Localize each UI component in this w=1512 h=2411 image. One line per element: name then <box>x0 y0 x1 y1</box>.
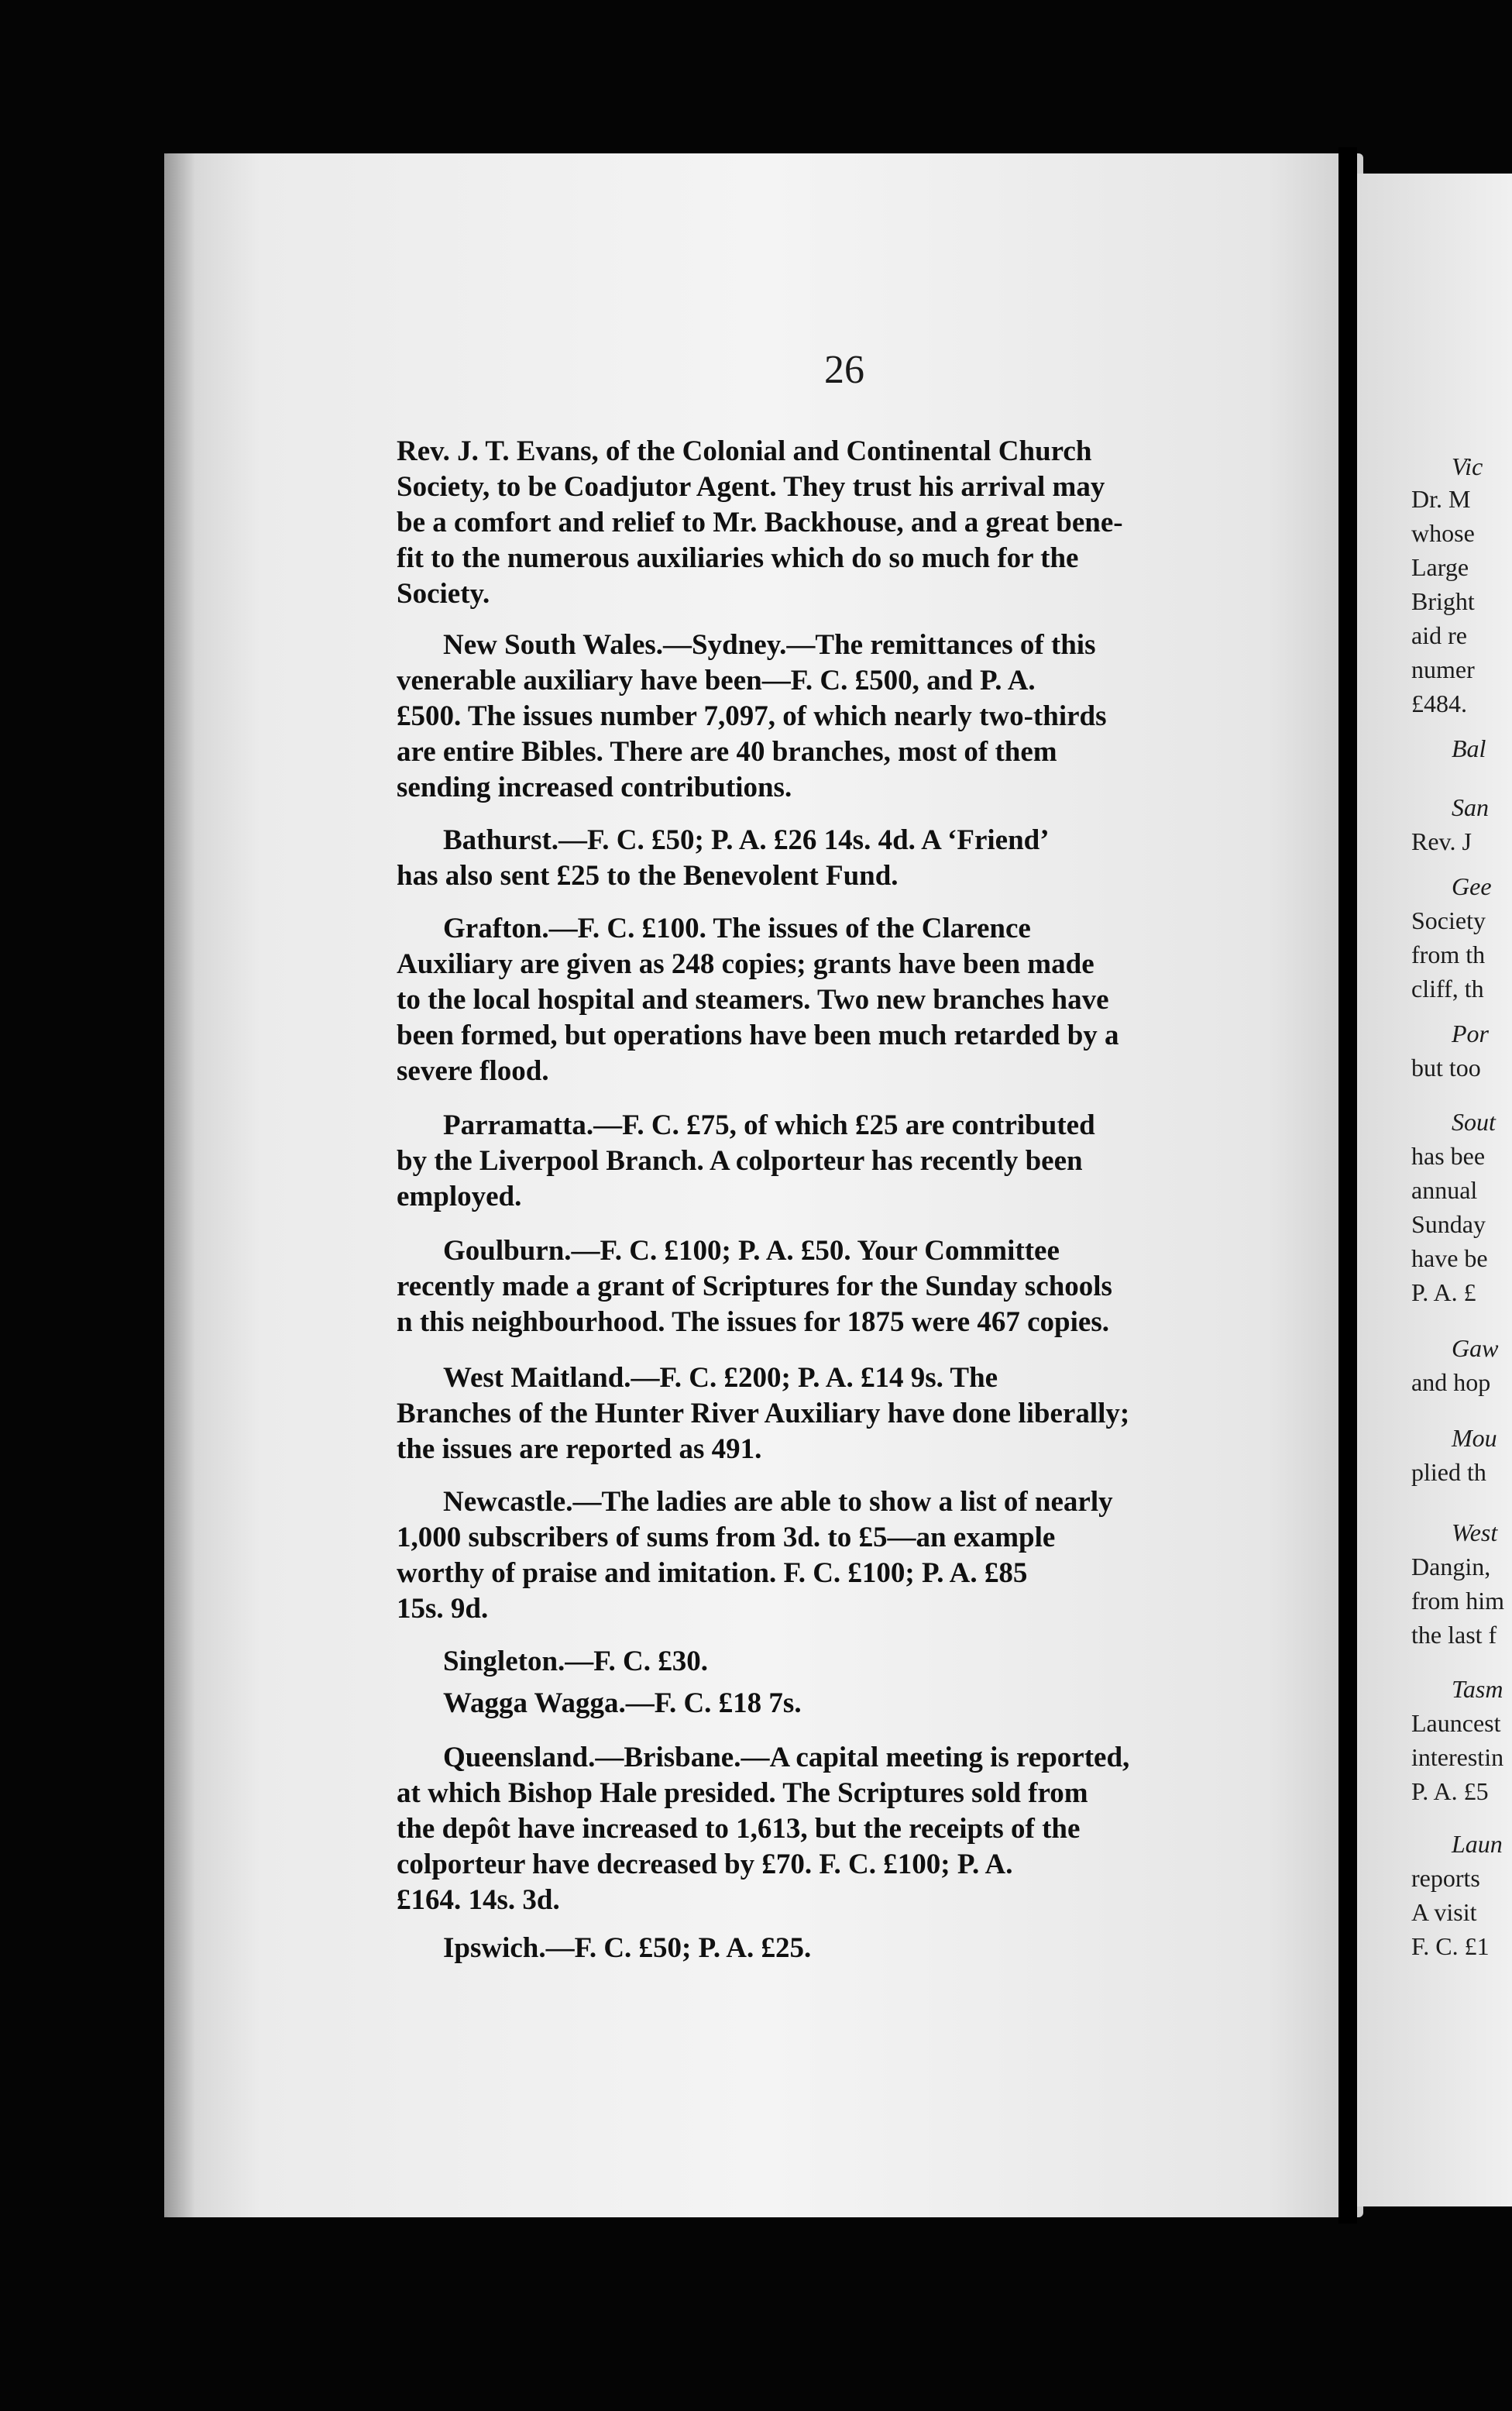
text-line: at which Bishop Hale presided. The Scriptures sold from <box>397 1777 1088 1809</box>
text-line: Bathurst.—F. C. £50; P. A. £26 14s. 4d. A ‘Friend’ <box>443 824 1050 856</box>
adjacent-line: West <box>1452 1518 1498 1546</box>
text-line: be a comfort and relief to Mr. Backhouse, and a great bene- <box>397 507 1123 538</box>
adjacent-line: P. A. £ <box>1411 1278 1476 1306</box>
adjacent-line: Sout <box>1452 1108 1496 1136</box>
adjacent-line: cliff, th <box>1411 975 1484 1003</box>
adjacent-line: Rev. J <box>1411 827 1472 855</box>
adjacent-line: aid re <box>1411 621 1467 649</box>
text-line: venerable auxiliary have been—F. C. £500, and P. A. <box>397 665 1036 696</box>
text-line: Parramatta.—F. C. £75, of which £25 are contributed <box>443 1109 1095 1141</box>
text-line: has also sent £25 to the Benevolent Fund. <box>397 860 899 892</box>
text-line: Ipswich.—F. C. £50; P. A. £25. <box>443 1932 812 1964</box>
text-line: West Maitland.—F. C. £200; P. A. £14 9s. The <box>443 1362 998 1394</box>
text-line: employed. <box>397 1181 522 1212</box>
adjacent-line: A visit <box>1411 1898 1477 1926</box>
adjacent-line: Large <box>1411 553 1469 581</box>
adjacent-line: have be <box>1411 1244 1488 1272</box>
adjacent-line: interestin <box>1411 1743 1504 1771</box>
text-line: Singleton.—F. C. £30. <box>443 1646 708 1677</box>
adjacent-line: and hop <box>1411 1368 1491 1396</box>
adjacent-page-fragment <box>1357 174 1512 2206</box>
adjacent-line: P. A. £5 <box>1411 1777 1489 1805</box>
text-line: 15s. 9d. <box>397 1593 489 1625</box>
text-line: Society. <box>397 578 490 610</box>
text-line: Society, to be Coadjutor Agent. They trust his arrival may <box>397 471 1105 503</box>
page-gutter <box>1338 147 1357 2224</box>
text-line: Queensland.—Brisbane.—A capital meeting is reported, <box>443 1742 1130 1773</box>
adjacent-line: from th <box>1411 941 1486 968</box>
adjacent-line: Laun <box>1452 1830 1503 1858</box>
text-line: 1,000 subscribers of sums from 3d. to £5—an example <box>397 1522 1056 1553</box>
text-line: Newcastle.—The ladies are able to show a list of nearly <box>443 1486 1113 1518</box>
adjacent-line: £484. <box>1411 690 1467 717</box>
text-line: the issues are reported as 491. <box>397 1433 762 1465</box>
adjacent-line: Society <box>1411 906 1486 934</box>
text-line: the depôt have increased to 1,613, but the receipts of the <box>397 1813 1081 1845</box>
text-line: Wagga Wagga.—F. C. £18 7s. <box>443 1687 802 1719</box>
adjacent-line: annual <box>1411 1176 1478 1204</box>
text-line: been formed, but operations have been much retarded by a <box>397 1020 1119 1051</box>
text-line: £500. The issues number 7,097, of which nearly two-thirds <box>397 700 1107 732</box>
adjacent-line: Bal <box>1452 734 1486 762</box>
page-number: 26 <box>824 348 864 392</box>
text-line: Rev. J. T. Evans, of the Colonial and Continental Church <box>397 435 1092 467</box>
text-line: to the local hospital and steamers. Two new branches have <box>397 984 1109 1016</box>
adjacent-line: Sunday <box>1411 1210 1486 1238</box>
text-line: Branches of the Hunter River Auxiliary have done liberally; <box>397 1398 1130 1429</box>
adjacent-line: Mou <box>1452 1424 1497 1452</box>
text-line: recently made a grant of Scriptures for the Sunday schools <box>397 1271 1112 1302</box>
text-line: Auxiliary are given as 248 copies; grants have been made <box>397 948 1094 980</box>
adjacent-line: the last f <box>1411 1621 1497 1649</box>
adjacent-line: Vic <box>1452 452 1483 480</box>
adjacent-line: Gaw <box>1452 1334 1499 1362</box>
adjacent-line: plied th <box>1411 1458 1486 1486</box>
adjacent-line: Dr. M <box>1411 485 1471 513</box>
text-line: sending increased contributions. <box>397 772 792 803</box>
text-line: New South Wales.—Sydney.—The remittances of this <box>443 629 1096 661</box>
text-line: severe flood. <box>397 1055 549 1087</box>
adjacent-line: F. C. £1 <box>1411 1932 1490 1960</box>
adjacent-line: Gee <box>1452 872 1492 900</box>
adjacent-line: whose <box>1411 519 1475 547</box>
text-line: are entire Bibles. There are 40 branches, most of them <box>397 736 1057 768</box>
text-line: n this neighbourhood. The issues for 1875 were 467 copies. <box>397 1306 1109 1338</box>
adjacent-line: reports <box>1411 1864 1480 1892</box>
text-line: fit to the numerous auxiliaries which do so much for the <box>397 542 1079 574</box>
text-line: £164. 14s. 3d. <box>397 1884 560 1916</box>
adjacent-line: Tasm <box>1452 1675 1503 1703</box>
adjacent-line: Dangin, <box>1411 1553 1491 1580</box>
adjacent-line: but too <box>1411 1054 1481 1082</box>
adjacent-line: from him <box>1411 1587 1504 1615</box>
adjacent-line: has bee <box>1411 1142 1486 1170</box>
text-line: worthy of praise and imitation. F. C. £100; P. A. £85 <box>397 1557 1028 1589</box>
text-line: colporteur have decreased by £70. F. C. £100; P. A. <box>397 1849 1013 1880</box>
text-line: Grafton.—F. C. £100. The issues of the Clarence <box>443 913 1031 944</box>
adjacent-line: Launcest <box>1411 1709 1501 1737</box>
adjacent-line: Por <box>1452 1020 1489 1047</box>
adjacent-line: San <box>1452 793 1489 821</box>
adjacent-line: numer <box>1411 655 1475 683</box>
text-line: Goulburn.—F. C. £100; P. A. £50. Your Committee <box>443 1235 1060 1267</box>
adjacent-line: Bright <box>1411 587 1475 615</box>
text-line: by the Liverpool Branch. A colporteur has recently been <box>397 1145 1083 1177</box>
